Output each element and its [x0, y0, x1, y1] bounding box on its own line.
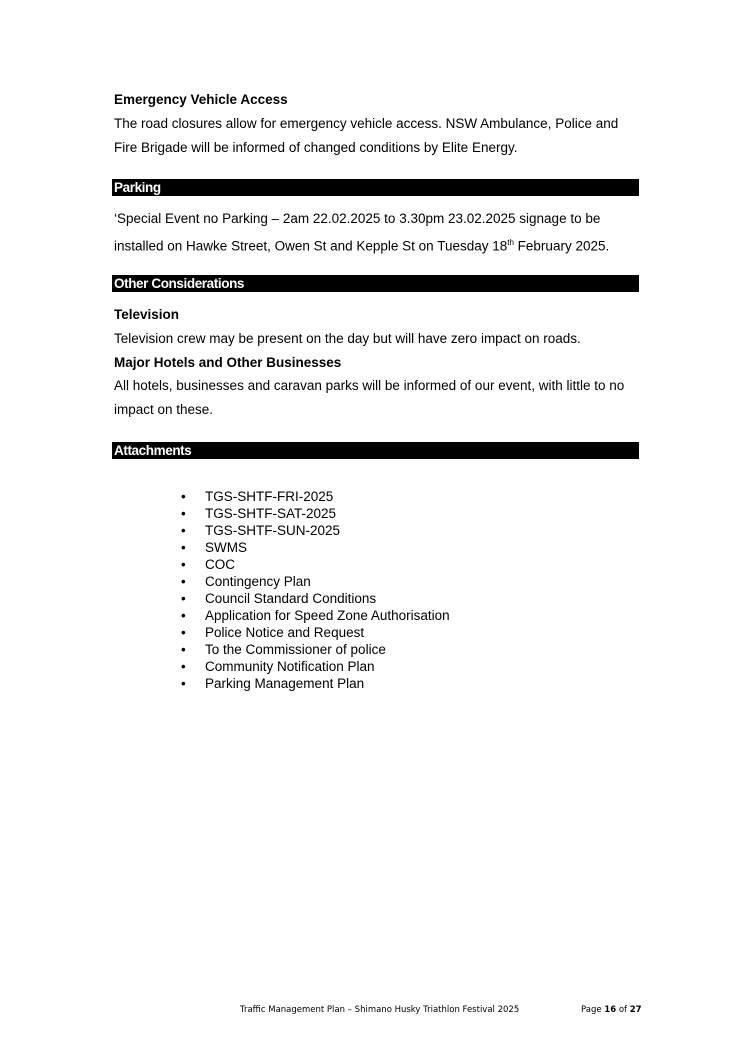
footer-page-word: Page: [581, 1005, 602, 1015]
footer-of-word: of: [618, 1005, 628, 1015]
attachment-label: Contingency Plan: [205, 574, 311, 589]
parking-text-after: February 2025.: [513, 238, 610, 254]
parking-text-before: ‘Special Event no Parking – 2am 22.02.2025 to 3.30pm 23.02.2025 signage to be installed on Hawke Street, Owen St and Kepple St on Tuesday 18: [114, 211, 601, 254]
bullet-icon: •: [181, 642, 186, 657]
attachment-label: TGS-SHTF-SAT-2025: [205, 506, 337, 521]
attachment-label: Community Notification Plan: [205, 659, 375, 674]
attachment-label: Application for Speed Zone Authorisation: [205, 608, 450, 623]
attachment-label: COC: [205, 557, 235, 572]
attachment-label: Police Notice and Request: [205, 625, 365, 640]
hotels-paragraph: All hotels, businesses and caravan parks will be informed of our event, with little to no impact on these.: [114, 378, 625, 417]
attachments-bar: Attachments: [112, 442, 639, 459]
attachment-item: [178, 590, 450, 607]
emergency-paragraph: The road closures allow for emergency vehicle access. NSW Ambulance, Police and Fire Brigade will be informed of changed conditions by Elite Energy.: [114, 116, 619, 155]
television-heading: Television: [114, 307, 180, 322]
attachment-item: [178, 658, 450, 675]
bullet-icon: •: [181, 523, 186, 538]
attachment-item: [178, 573, 450, 590]
attachment-label: TGS-SHTF-SUN-2025: [205, 523, 341, 538]
attachments-list: [178, 488, 450, 692]
bullet-icon: •: [181, 506, 186, 521]
footer-page-number: [581, 1005, 642, 1015]
bullet-icon: •: [181, 608, 186, 623]
attachment-item: [178, 522, 450, 539]
attachment-item: [178, 539, 450, 556]
attachment-label: Parking Management Plan: [205, 676, 365, 691]
parking-text-sup: th: [507, 238, 514, 247]
bullet-icon: •: [181, 676, 186, 691]
hotels-heading: Major Hotels and Other Businesses: [114, 355, 342, 370]
footer-page-total: 27: [629, 1005, 642, 1015]
emergency-heading: Emergency Vehicle Access: [114, 92, 288, 107]
attachment-item: [178, 624, 450, 641]
attachment-item: [178, 488, 450, 505]
other-considerations-bar: Other Considerations: [112, 275, 639, 292]
attachment-item: [178, 641, 450, 658]
attachment-label: SWMS: [205, 540, 247, 555]
bullet-icon: •: [181, 557, 186, 572]
footer-page-current: 16: [604, 1005, 617, 1015]
attachment-item: [178, 505, 450, 522]
bullet-icon: •: [181, 625, 186, 640]
attachment-item: [178, 675, 450, 692]
parking-paragraph: [114, 207, 644, 259]
bullet-icon: •: [181, 540, 186, 555]
attachment-item: [178, 607, 450, 624]
attachment-label: TGS-SHTF-FRI-2025: [205, 489, 334, 504]
attachment-item: [178, 556, 450, 573]
bullet-icon: •: [181, 659, 186, 674]
attachment-label: Council Standard Conditions: [205, 591, 377, 606]
bullet-icon: •: [181, 574, 186, 589]
footer-title: Traffic Management Plan – Shimano Husky Triathlon Festival 2025: [240, 1005, 520, 1015]
parking-section-bar: Parking: [112, 179, 639, 196]
attachment-label: To the Commissioner of police: [205, 642, 386, 657]
television-paragraph: Television crew may be present on the day but will have zero impact on roads.: [114, 331, 581, 346]
bullet-icon: •: [181, 591, 186, 606]
bullet-icon: •: [181, 489, 186, 504]
